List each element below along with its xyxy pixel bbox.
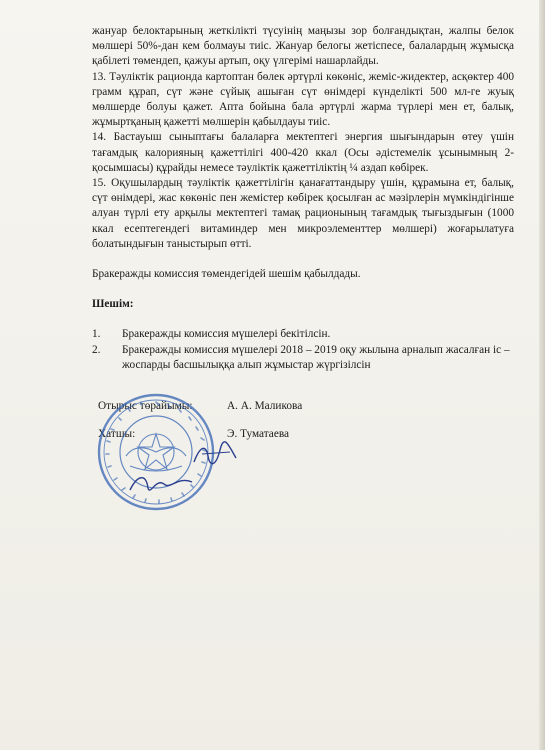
decision-heading: Шешім: — [92, 298, 134, 311]
decision-number: 1. — [92, 328, 101, 341]
paragraph-protein: жануар белоктарының жеткілікті түсуінің маңызы зор болғандықтан, жалпы белок мөлшері 50%-дан кем болмауы тиіс. Жануар белогы жетіспесе, балалардың жұмысқа қабілеті төмендеп, қажуы артып, оқу үлгерімі нашарлайды. — [92, 25, 514, 68]
signature-chair-icon — [190, 440, 240, 468]
decision-number: 2. — [92, 343, 101, 356]
spacer — [92, 252, 514, 267]
paragraph-14: 14. Бастауыш сыныптағы балаларға мектептегі энергия шығындарын өтеу үшін тағамдық калорияның қажеттілігі 400-420 ккал (Осы әдістемелік ұсынымның 2-қосымшасы) құрайды немесе тәуліктік қажеттіліктің ¼ аздап көбірек. — [92, 131, 514, 174]
spacer — [92, 282, 514, 297]
decision-text: Бракеражды комиссия мүшелері 2018 – 2019 оқу жылына арналып жасалған іс –жоспарды басшылыққа алып жұмыстар жүргізілсін — [122, 343, 510, 371]
spacer — [92, 312, 514, 327]
decision-item — [92, 327, 514, 342]
decision-text: Бракеражды комиссия мүшелері бекітілсін. — [122, 328, 331, 341]
signature-name: А. А. Маликова — [227, 400, 303, 413]
decision-item — [92, 343, 514, 373]
decision-list — [92, 327, 514, 373]
document-body — [92, 24, 514, 445]
page-edge — [539, 0, 545, 750]
signature-role: Отырыс төрайымы: — [98, 400, 193, 413]
paragraph-15: 15. Оқушылардың тәуліктік қажеттілігін қанағаттандыру үшін, құрамына ет, балық, сүт өнімдері, жас көкөніс пен жемістер көбірек қосылған ас мәзірлерін мүмкіндігінше алуан түрлі ету арқылы мектептегі тамақ рационының тағамдық тығыздығын (1000 ккал есептегендегі витаминдер мен микроэлементтер мөлшері) жоғарылатуға болатындығын таныстырып өтті. — [92, 177, 514, 250]
commission-statement: Бракеражды комиссия төмендегідей шешім қабылдады. — [92, 268, 361, 281]
paragraph-13: 13. Тәуліктік рационда картоптан бөлек әртүрлі көкөніс, жеміс-жидектер, асқөктер 400 грамм құрап, сүт және сүйық ашыған сүт өнімдері күнделікті 500 мл-ге жуық мөлшерде болуы қажет. Апта бойына бала әртүрлі жарма түрлері мен ет, балық, жұмыртқаның қажетті мөлшерін қабылдауы тиіс. — [92, 70, 514, 129]
signature-role: Хатшы: — [98, 428, 136, 441]
signature-name: Э. Туматаева — [227, 428, 290, 441]
signature-secretary-icon — [126, 470, 196, 498]
